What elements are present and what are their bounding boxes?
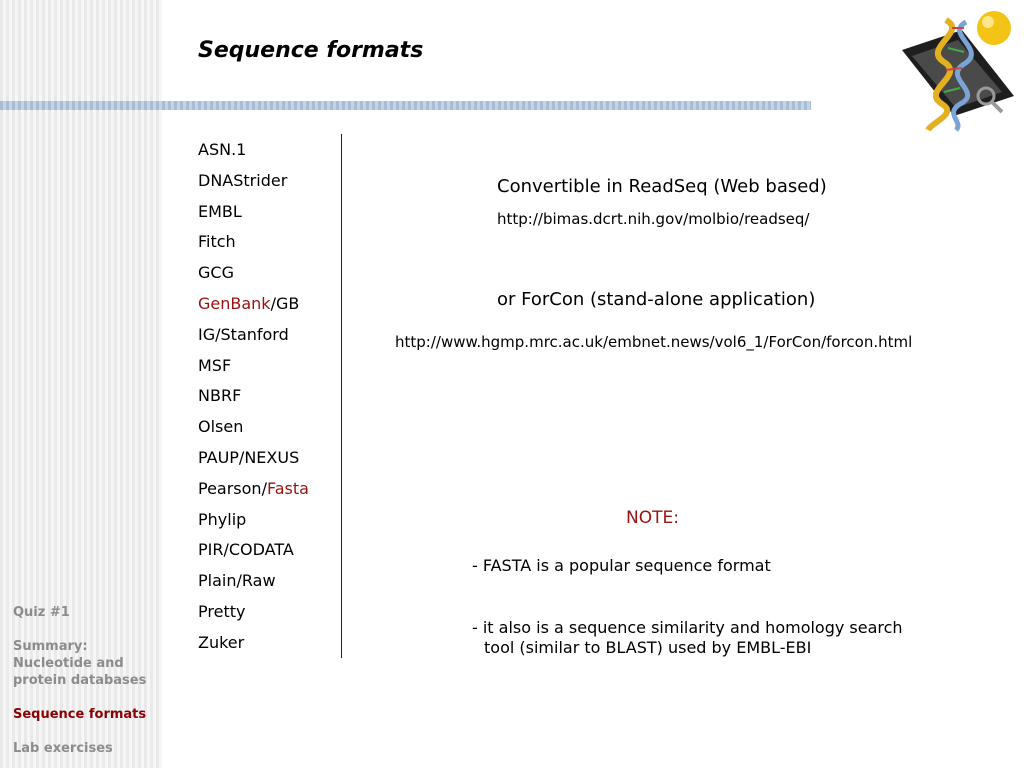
- list-item: GCG: [198, 263, 234, 283]
- genbank-text: GenBank: [198, 293, 271, 313]
- pearson-text: Pearson/: [198, 478, 267, 498]
- list-item: Zuker: [198, 632, 245, 652]
- list-item: [198, 479, 309, 510]
- list-item: MSF: [198, 355, 232, 375]
- list-item: Pretty: [198, 601, 246, 621]
- fasta-text: Fasta: [266, 478, 309, 498]
- note-label: NOTE:: [626, 508, 679, 528]
- list-item: EMBL: [198, 201, 242, 221]
- list-item: PAUP/NEXUS: [198, 447, 300, 467]
- list-item: Fitch: [198, 232, 236, 252]
- forcon-heading: or ForCon (stand-alone application): [497, 289, 816, 310]
- list-item: Olsen: [198, 417, 244, 437]
- gb-text: /GB: [270, 293, 300, 313]
- nav-item-lab-exercises[interactable]: Lab exercises: [13, 741, 113, 756]
- list-item: Plain/Raw: [198, 571, 276, 591]
- page-title: Sequence formats: [198, 38, 424, 63]
- list-item: ASN.1: [198, 140, 247, 159]
- format-list: [198, 140, 309, 664]
- title-divider: [0, 101, 811, 110]
- list-item: NBRF: [198, 386, 242, 406]
- list-item: IG/Stanford: [198, 324, 289, 344]
- forcon-url: http://www.hgmp.mrc.ac.uk/embnet.news/vol6_1/ForCon/forcon.html: [395, 333, 913, 351]
- list-item: PIR/CODATA: [198, 540, 294, 560]
- list-item: Phylip: [198, 509, 247, 529]
- note-bullet-1: - FASTA is a popular sequence format: [472, 556, 771, 575]
- nav-item-sequence-formats[interactable]: Sequence formats: [13, 707, 147, 722]
- dna-logo-icon: [898, 4, 1018, 134]
- list-item: DNAStrider: [198, 170, 288, 190]
- note-bullet-2-line-2: tool (similar to BLAST) used by EMBL-EBI: [484, 638, 812, 657]
- vertical-divider: [341, 134, 342, 658]
- readseq-url: http://bimas.dcrt.nih.gov/molbio/readseq/: [497, 210, 810, 228]
- nav-item-quiz[interactable]: Quiz #1: [13, 605, 70, 620]
- list-item: [198, 294, 309, 325]
- readseq-heading: Convertible in ReadSeq (Web based): [497, 176, 827, 197]
- note-bullet-2-line-1: - it also is a sequence similarity and homology search: [472, 618, 903, 637]
- nav-item-summary[interactable]: Summary: Nucleotide and protein databases: [13, 639, 147, 688]
